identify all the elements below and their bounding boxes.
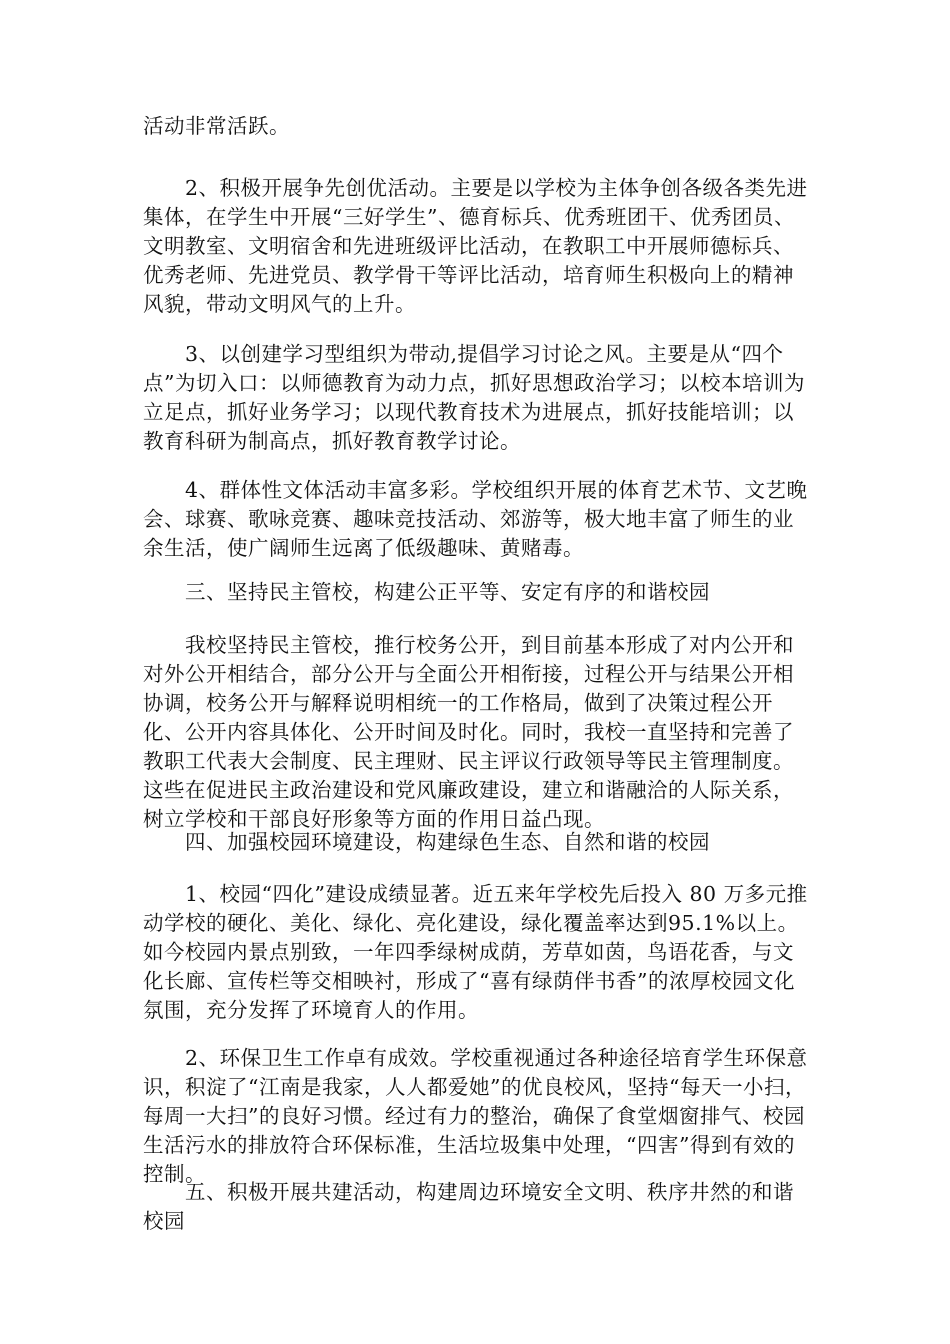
section-heading-4: 四、加强校园环境建设，构建绿色生态、自然和谐的校园 — [185, 830, 710, 854]
section-heading-5: 五、积极开展共建活动，构建周边环境安全文明、秩序井然的和谐校园 — [143, 1180, 794, 1233]
paragraph-item-4-activities: 4、群体性文体活动丰富多彩。学校组织开展的体育艺术节、文艺晚会、球赛、歌咏竞赛、趣味竞技活动、郊游等，极大地丰富了师生的业余生活，使广阔师生远离了低级趣味、黄赌毒。 — [143, 478, 808, 560]
paragraph-item-1-campus: 1、校园“四化”建设成绩显著。近五来年学校先后投入 80 万多元推动学校的硬化、美化、绿化、亮化建设，绿化覆盖率达到95.1%以上。如今校园内景点别致，一年四季绿树成荫，芳草如茵，鸟语花香，与文化长廊、宣传栏等交相映衬，形成了“喜有绿荫伴书香”的浓厚校园文化氛围，充分发挥了环境育人的作用。 — [143, 882, 808, 1022]
paragraph-item-3-learning: 3、以创建学习型组织为带动,提倡学习讨论之风。主要是从“四个点”为切入口：以师德教育为动力点，抓好思想政治学习；以校本培训为立足点，抓好业务学习；以现代教育技术为进展点，抓好技能培训；以教育科研为制高点，抓好教育教学讨论。 — [143, 342, 805, 453]
paragraph-continuation: 活动非常活跃。 — [143, 114, 290, 138]
paragraph-democratic-management: 我校坚持民主管校，推行校务公开，到目前基本形成了对内公开和对外公开相结合，部分公开与全面公开相衔接，过程公开与结果公开相协调，校务公开与解释说明相统一的工作格局，做到了决策过程公开化、公开内容具体化、公开时间及时化。同时，我校一直坚持和完善了教职工代表大会制度、民主理财、民主评议行政领导等民主管理制度。这些在促进民主政治建设和党风廉政建设，建立和谐融洽的人际关系，树立学校和干部良好形象等方面的作用日益凸现。 — [143, 633, 794, 831]
paragraph-item-2-excellence: 2、积极开展争先创优活动。主要是以学校为主体争创各级各类先进集体，在学生中开展“三好学生”、德育标兵、优秀班团干、优秀团员、文明教室、文明宿舍和先进班级评比活动，在教职工中开展师德标兵、优秀老师、先进党员、教学骨干等评比活动，培育师生积极向上的精神风貌，带动文明风气的上升。 — [143, 176, 808, 316]
paragraph-item-2-environment: 2、环保卫生工作卓有成效。学校重视通过各种途径培育学生环保意识，积淀了“江南是我家，人人都爱她”的优良校风，坚持“每天一小扫，每周一大扫”的良好习惯。经过有力的整治，确保了食堂烟窗排气、校园生活污水的排放符合环保标准，生活垃圾集中处理，“四害”得到有效的控制。 — [143, 1046, 808, 1186]
section-heading-3: 三、坚持民主管校，构建公正平等、安定有序的和谐校园 — [185, 580, 710, 604]
